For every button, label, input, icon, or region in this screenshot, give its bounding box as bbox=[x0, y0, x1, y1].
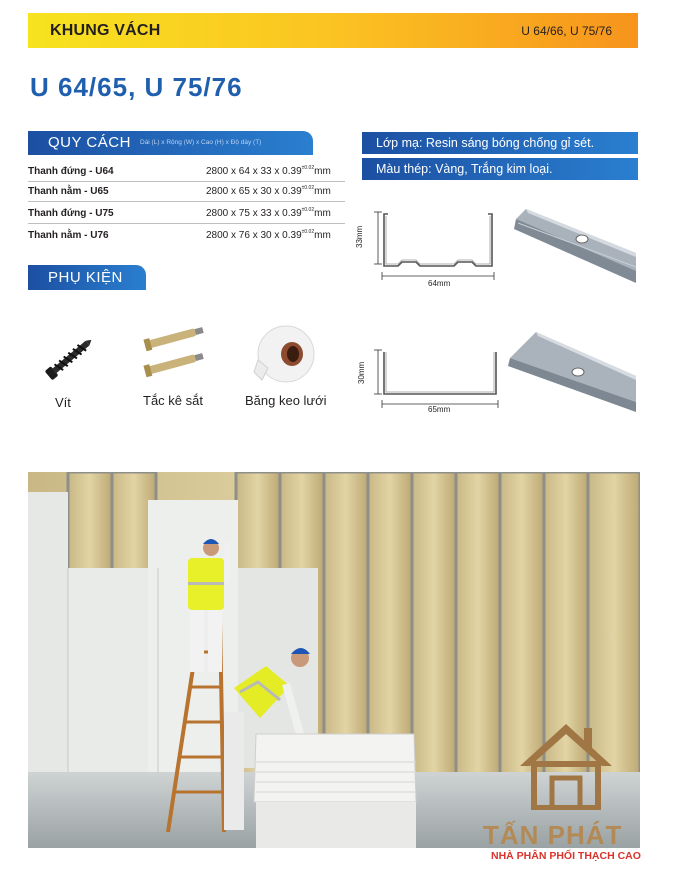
spec-row bbox=[28, 203, 345, 224]
page-title: U 64/65, U 75/76 bbox=[30, 72, 243, 102]
spec-row-dim: 2800 x 64 x 33 x $0.39^{\pm 0.02}mm$ bbox=[206, 165, 331, 177]
screw-icon bbox=[36, 330, 98, 388]
brand-tagline: NHÀ PHÂN PHỐI THẠCH CAO bbox=[491, 850, 641, 862]
profile-diagram-u64 bbox=[364, 208, 504, 290]
spec-row-dim: 2800 x 75 x 33 x $0.39^{\pm 0.02}mm$ bbox=[206, 207, 331, 219]
spec-row-name: Thanh nằm - U65 bbox=[28, 186, 109, 197]
anchor-bolt-icon bbox=[138, 326, 208, 378]
spec-row-name: Thanh đứng - U64 bbox=[28, 166, 114, 177]
spec-label: QUY CÁCH bbox=[48, 134, 131, 151]
accessory-caption: Tắc kê sắt bbox=[143, 393, 203, 408]
mesh-tape-icon bbox=[252, 322, 316, 384]
accessories-label: PHỤ KIỆN bbox=[48, 269, 123, 286]
spec-row bbox=[28, 161, 345, 182]
color-info: Màu thép: Vàng, Trắng kim loại. bbox=[362, 158, 638, 180]
section-title: KHUNG VÁCH bbox=[50, 22, 161, 39]
spec-row-name: Thanh đứng - U75 bbox=[28, 208, 114, 219]
accessory-caption: Vít bbox=[55, 395, 71, 410]
header-banner bbox=[28, 13, 638, 48]
accessories-heading bbox=[28, 265, 146, 290]
spec-row bbox=[28, 181, 345, 202]
spec-hint: Dài (L) x Rộng (W) x Cao (H) x Độ dày (T) bbox=[140, 139, 262, 146]
profile-width-label: 65mm bbox=[428, 405, 451, 414]
steel-stud-image bbox=[512, 205, 638, 287]
spec-row-name: Thanh nằm - U76 bbox=[28, 230, 109, 241]
profile-height-label: 33mm bbox=[355, 225, 364, 248]
spec-row-dim: 2800 x 76 x 30 x $0.39^{\pm 0.02}mm$ bbox=[206, 229, 331, 241]
spec-row bbox=[28, 225, 345, 245]
coating-info: Lớp mạ: Resin sáng bóng chống gỉ sét. bbox=[362, 132, 638, 154]
profile-height-label: 30mm bbox=[357, 361, 366, 384]
spec-row-dim: 2800 x 65 x 30 x $0.39^{\pm 0.02}mm$ bbox=[206, 185, 331, 197]
brand-name: TẤN PHÁT bbox=[483, 820, 623, 850]
profile-width-label: 64mm bbox=[428, 279, 451, 288]
model-list: U 64/66, U 75/76 bbox=[521, 24, 612, 38]
accessory-caption: Băng keo lưới bbox=[245, 393, 327, 408]
steel-track-image bbox=[508, 330, 638, 416]
spec-heading bbox=[28, 131, 313, 155]
house-logo-icon bbox=[518, 722, 614, 810]
